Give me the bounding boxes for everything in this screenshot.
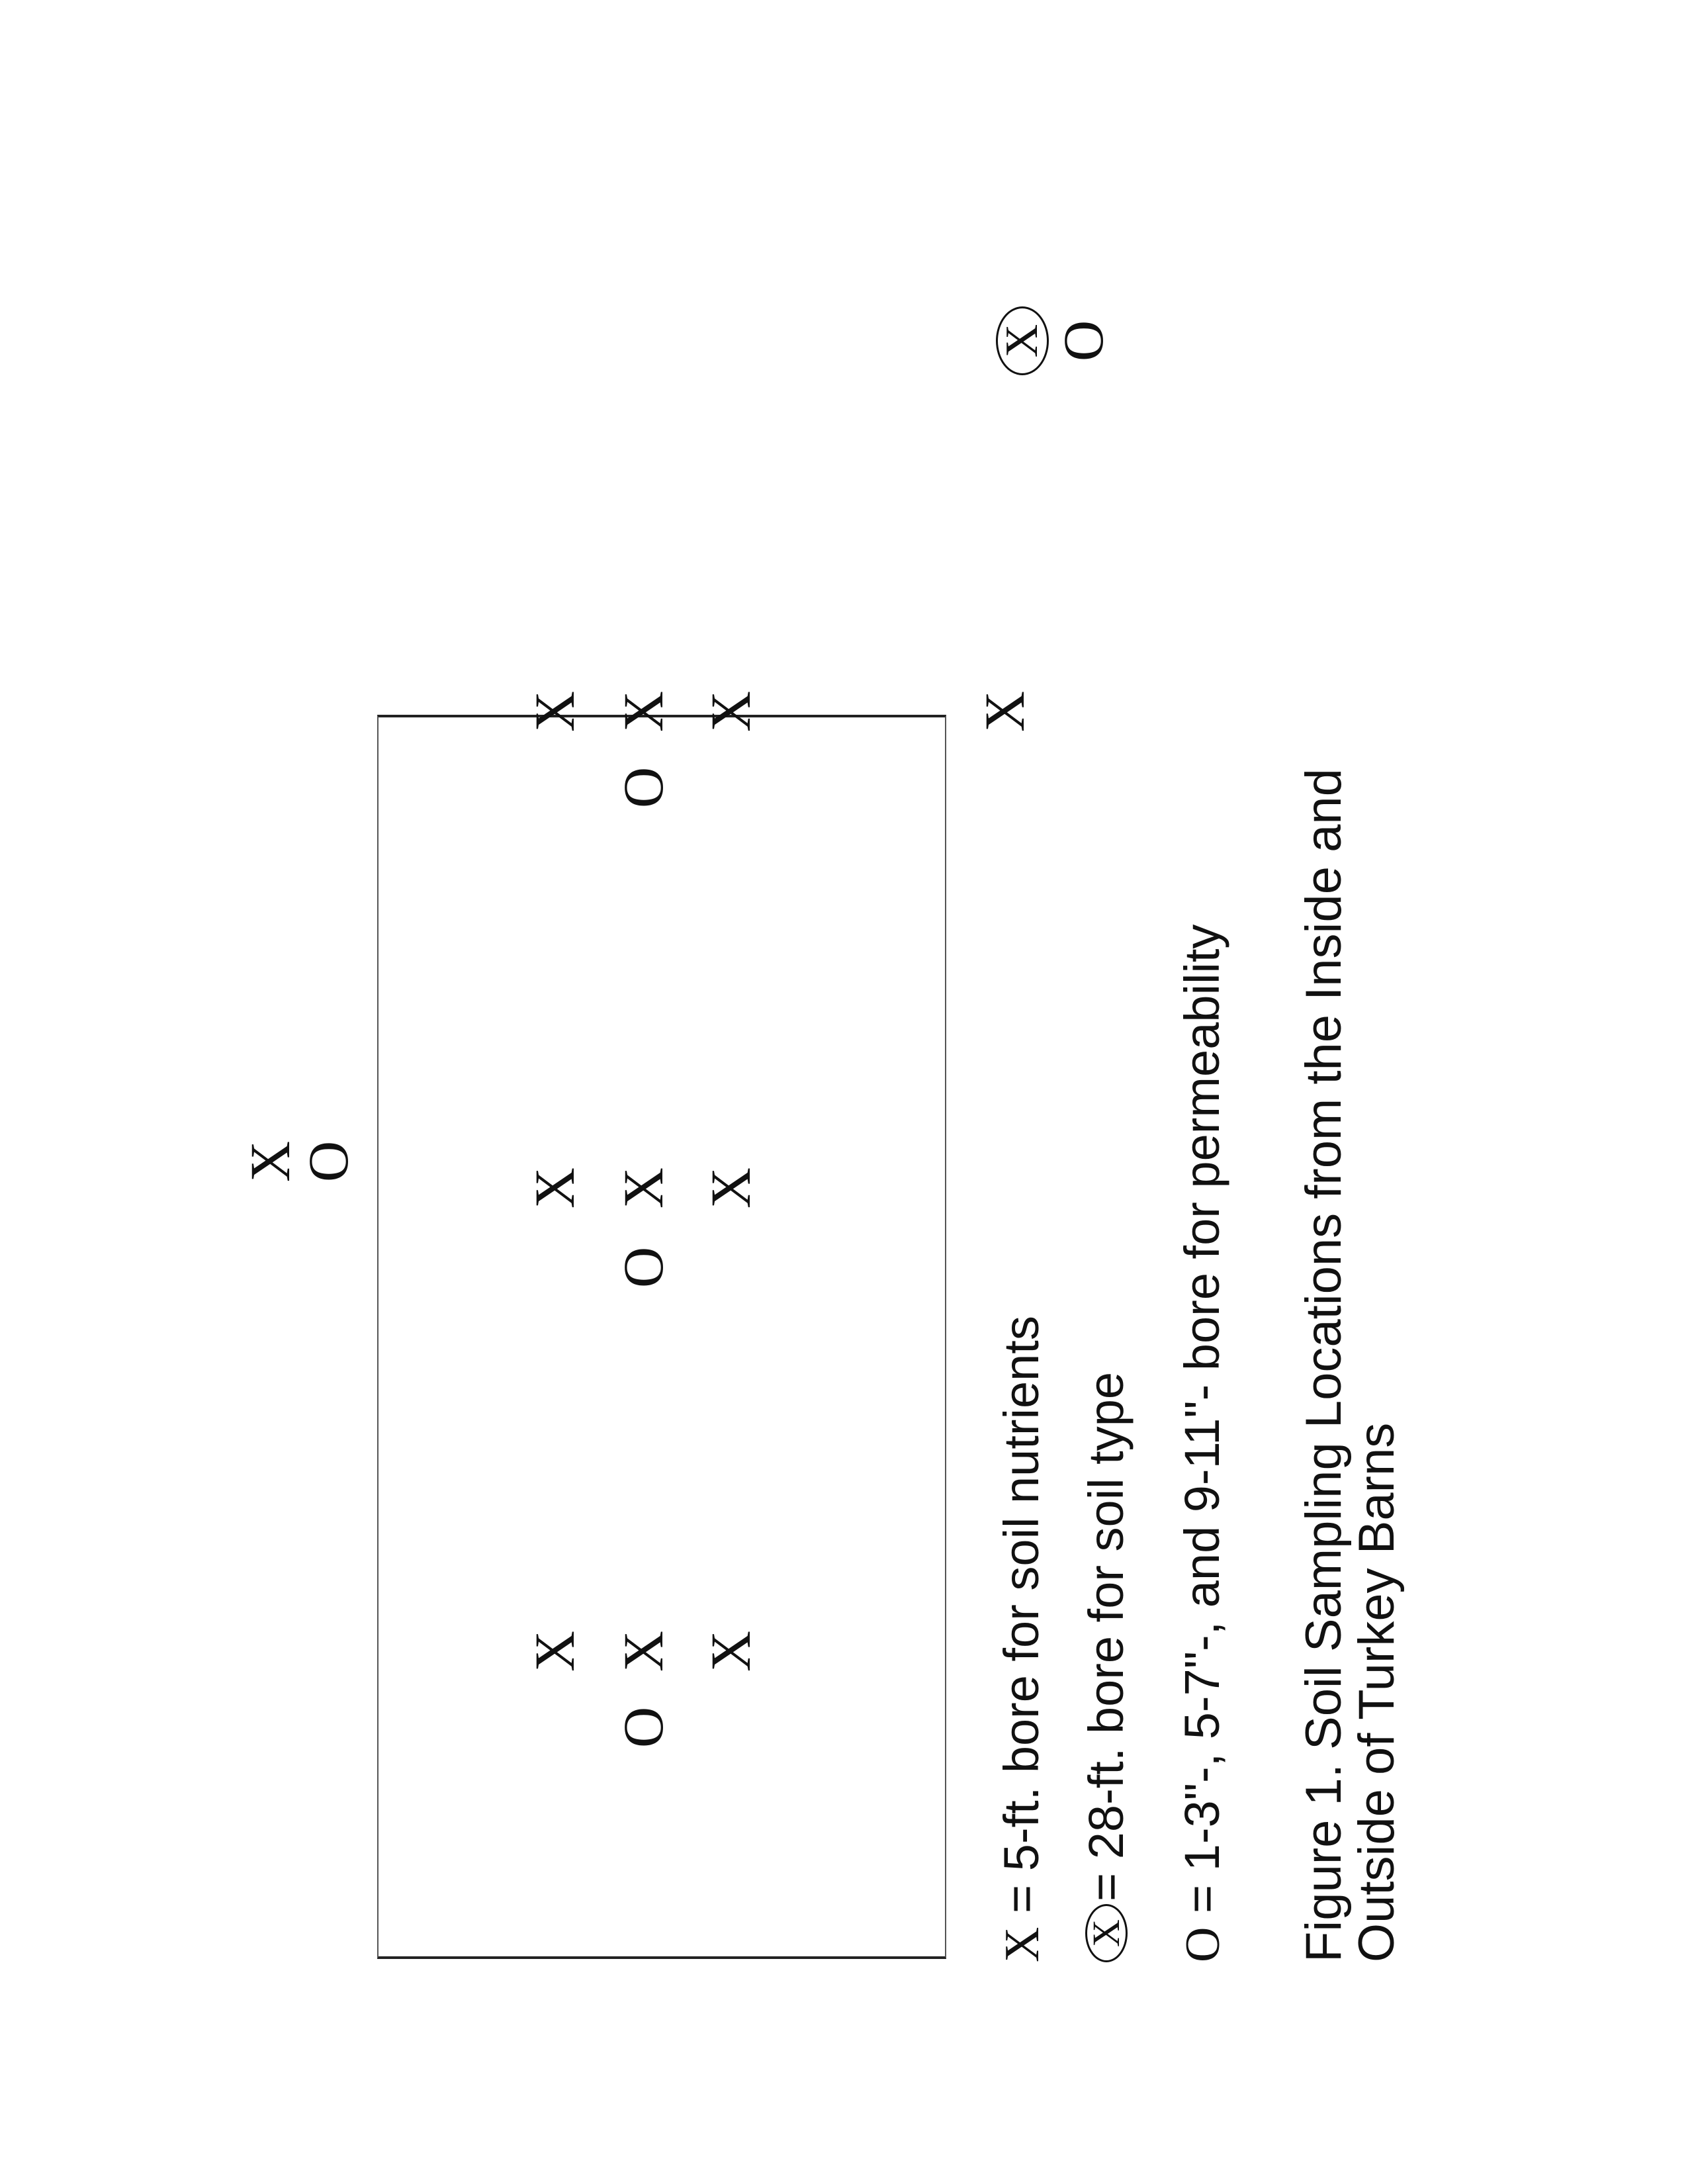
marker-o-outside-top: O — [296, 1140, 360, 1183]
marker-o-inside-3: O — [611, 766, 675, 809]
figure-caption-line-2: Outside of Turkey Barns — [1349, 1422, 1405, 1962]
legend-o — [1175, 924, 1230, 1962]
figure-caption-line-1: Figure 1. Soil Sampling Locations from the Inside and — [1296, 768, 1352, 1962]
legend-o-text: = 1-3"-, 5-7"-, and 9-11"- bore for permeability — [1175, 924, 1229, 1913]
marker-x-inside-2b: X — [611, 1167, 675, 1209]
legend-circled-x — [1079, 1371, 1134, 1962]
marker-x-inside-2c: X — [699, 1167, 762, 1209]
marker-x-inside-3b: X — [611, 690, 675, 733]
marker-x-inside-3c: X — [699, 690, 762, 733]
marker-x-outside-top: X — [238, 1140, 302, 1183]
legend-x-symbol: X — [995, 1927, 1049, 1962]
legend-circled-x-text: = 28-ft. bore for soil type — [1079, 1371, 1134, 1901]
marker-x-inside-1a: X — [523, 1630, 586, 1672]
marker-o-inside-2: O — [611, 1246, 675, 1289]
marker-o-outside-right: O — [1051, 320, 1115, 362]
marker-x-inside-2a: X — [523, 1167, 586, 1209]
marker-x-inside-1c: X — [699, 1630, 762, 1672]
marker-x-inside-3a: X — [523, 690, 586, 733]
legend-x — [994, 1316, 1049, 1962]
marker-x-outside-bottom: X — [973, 690, 1036, 733]
legend-o-symbol: O — [1176, 1927, 1230, 1962]
turkey-barn-outline — [377, 715, 946, 1959]
marker-circled-x-outside: X — [996, 306, 1049, 375]
marker-o-inside-1: O — [611, 1706, 675, 1749]
marker-x-inside-1b: X — [611, 1630, 675, 1672]
legend-circled-x-symbol: X — [1085, 1904, 1128, 1962]
legend-x-text: = 5-ft. bore for soil nutrients — [994, 1316, 1049, 1913]
